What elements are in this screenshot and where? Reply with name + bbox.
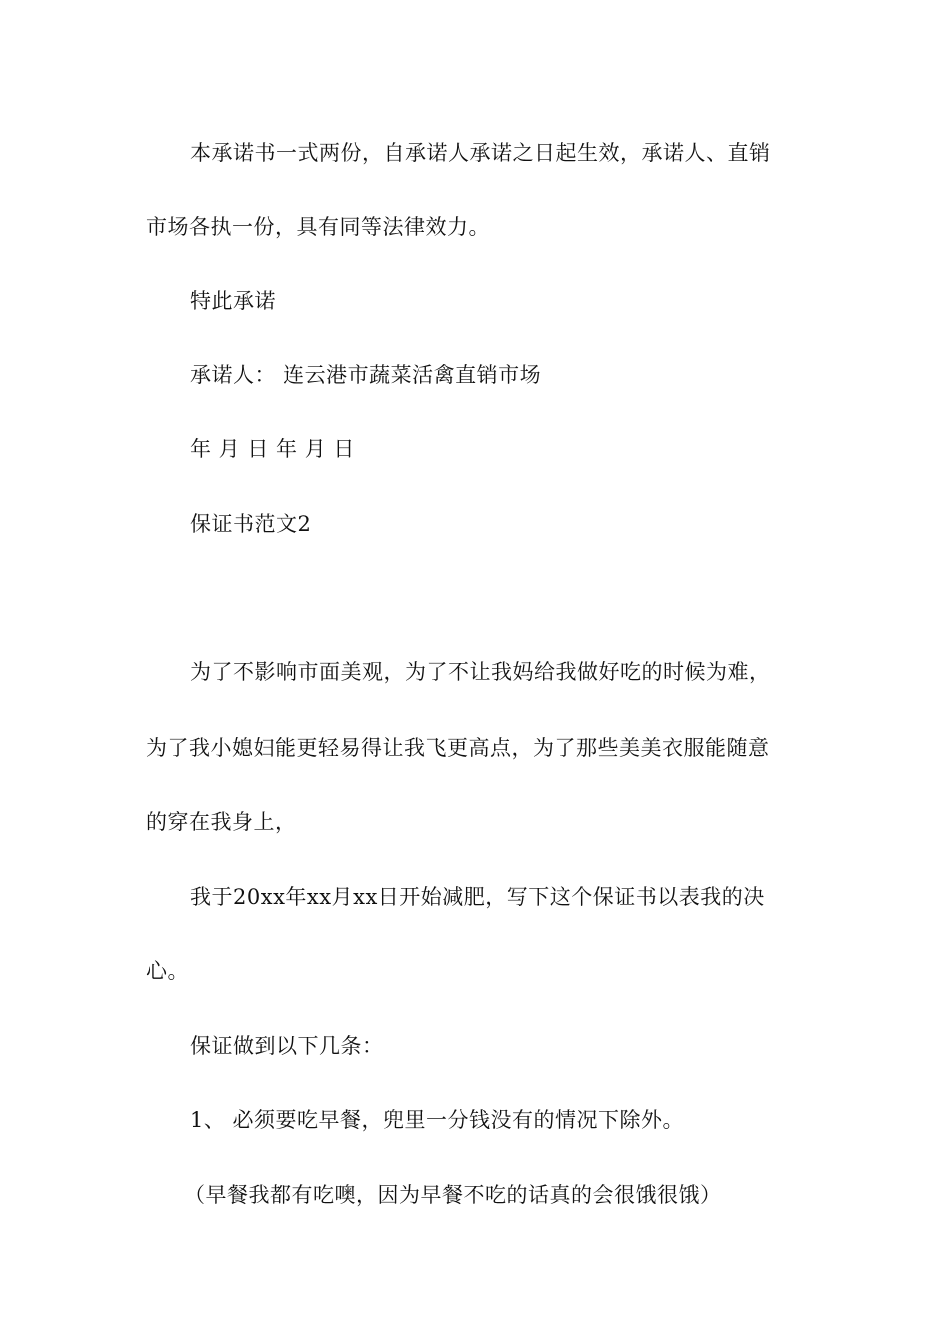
paragraph-line: 本承诺书一式两份，自承诺人承诺之日起生效，承诺人、直销 — [190, 141, 771, 165]
date-line: 年 月 日 年 月 日 — [190, 437, 355, 461]
list-item: 1、 必须要吃早餐，兜里一分钱没有的情况下除外。 — [190, 1108, 685, 1132]
paragraph-line: 我于20xx年xx月xx日开始减肥，写下这个保证书以表我的决 — [190, 885, 765, 909]
section-title: 保证书范文2 — [190, 512, 312, 536]
paragraph-line: 心。 — [146, 959, 189, 983]
paragraph-line: 的穿在我身上， — [146, 810, 297, 834]
list-intro: 保证做到以下几条： — [190, 1034, 384, 1058]
list-item-note: （早餐我都有吃噢，因为早餐不吃的话真的会很饿很饿） — [184, 1183, 722, 1207]
closing-statement: 特此承诺 — [190, 289, 276, 313]
paragraph-line: 为了不影响市面美观，为了不让我妈给我做好吃的时候为难， — [190, 660, 771, 684]
promisor-line: 承诺人： 连云港市蔬菜活禽直销市场 — [190, 363, 542, 387]
paragraph-line: 为了我小媳妇能更轻易得让我飞更高点，为了那些美美衣服能随意 — [146, 736, 770, 760]
paragraph-line: 市场各执一份，具有同等法律效力。 — [146, 215, 490, 239]
